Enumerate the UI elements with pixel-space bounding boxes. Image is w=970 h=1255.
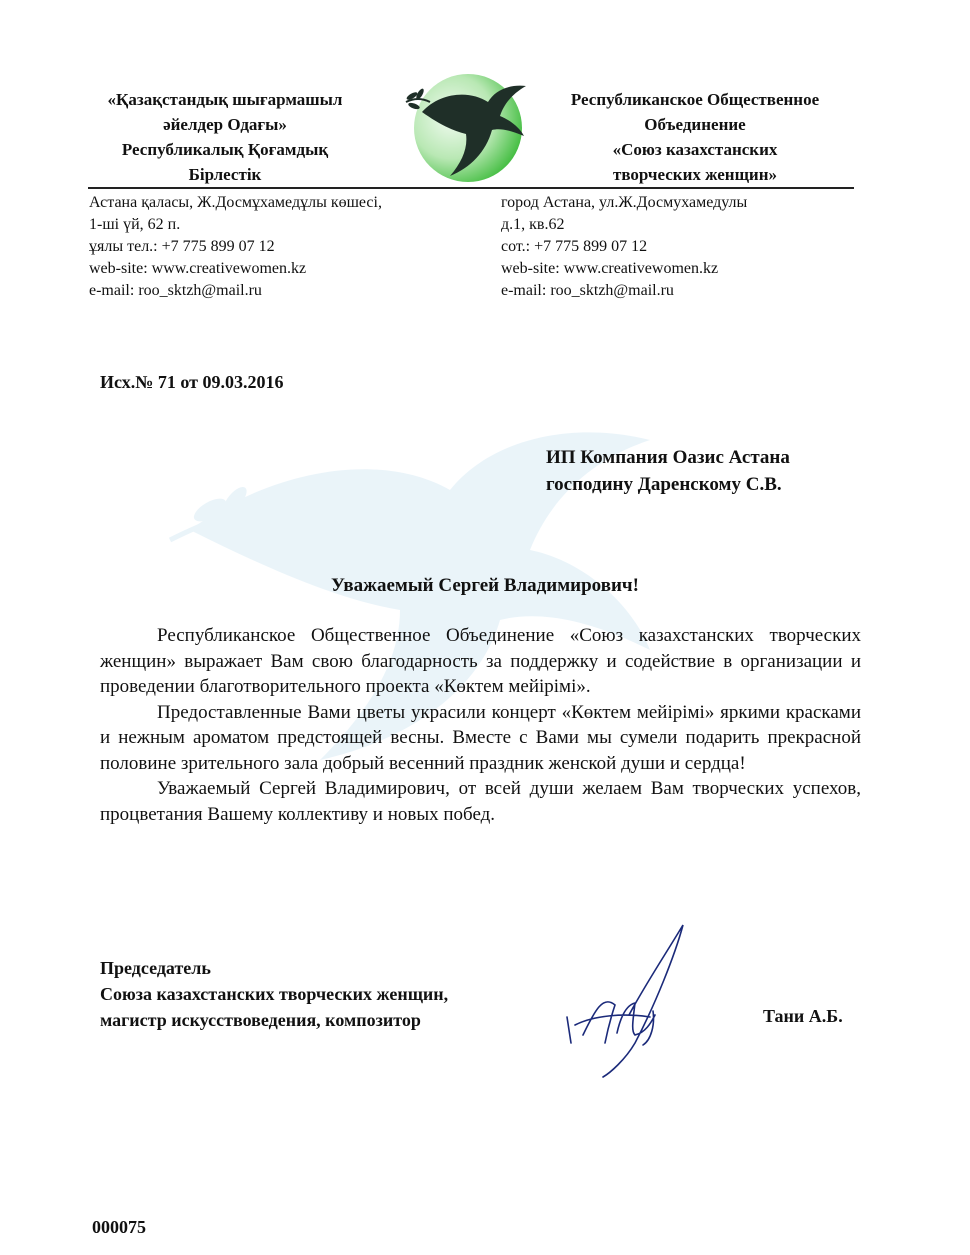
signatory-position: Председатель Союза казахстанских творческих женщин, магистр искусствоведения, композитор: [100, 958, 449, 1030]
address-kazakh: Астана қаласы, Ж.Досмұхамедұлы көшесі, 1-ші үй, 62 п. ұялы тел.: +7 775 899 07 12 web-site: www.creativewomen.kz e-mail: roo_sktzh@mail.ru: [89, 194, 382, 299]
org-name-kazakh: «Қазақстандық шығармашыл әйелдер Одағы» Республикалық Қоғамдық Бірлестік: [107, 90, 343, 184]
salutation: Уважаемый Сергей Владимирович!: [331, 575, 639, 596]
signature-icon: [555, 915, 695, 1080]
serial-number: 000075: [92, 1217, 146, 1237]
recipient: ИП Компания Оазис Астана господину Даренскому С.В.: [546, 447, 790, 495]
swallow-logo-icon: [400, 72, 530, 184]
outgoing-reference: Исх.№ 71 от 09.03.2016: [100, 372, 284, 392]
paragraph: Республиканское Общественное Объединение «Союз казахстанских творческих женщин» выражает Вам свою благодарность за поддержку и содействие в организации и проведении благотворительного проекта «Көктем мейірімі».: [100, 625, 861, 697]
letter-body: [100, 623, 861, 827]
address-russian: город Астана, ул.Ж.Досмухамедулы д.1, кв.62 сот.: +7 775 899 07 12 web-site: www.creativewomen.kz e-mail: roo_sktzh@mail.ru: [501, 194, 748, 299]
org-name-russian: Республиканское Общественное Объединение «Союз казахстанских творческих женщин»: [570, 90, 820, 184]
header-divider: [88, 187, 854, 189]
paragraph: Предоставленные Вами цветы украсили концерт «Көктем мейірімі» яркими красками и нежным ароматом предстоящей весны. Вместе с Вами мы сумели подарить прекрасной половине зрительного зала добрый весенний праздник женской души и сердца!: [100, 701, 861, 774]
paragraph: Уважаемый Сергей Владимирович, от всей души желаем Вам творческих успехов, процветания Вашему коллективу и новых побед.: [100, 778, 861, 825]
signatory-name: Тани А.Б.: [763, 1006, 843, 1026]
